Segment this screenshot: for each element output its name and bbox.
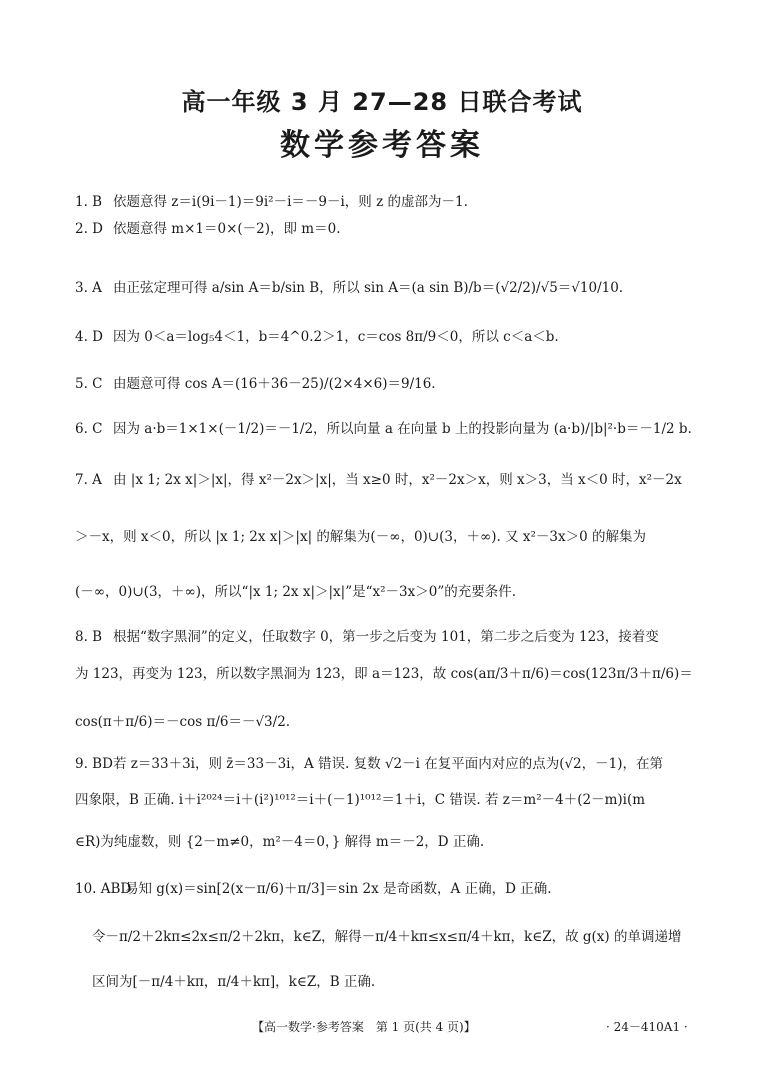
answer-text: 易知 g(x)＝sin[2(x－π/6)＋π/3]＝sin 2x 是奇函数，A 正确，D 正确. <box>125 881 552 897</box>
answer-9-line-3: ∈R)为纯虚数，则 {2－m≠0，m²－4＝0，} 解得 m＝－2，D 正确. <box>75 834 485 850</box>
answer-8-line-2: 为 123，再变为 123，所以数字黑洞为 123，即 a＝123，故 cos(aπ/3＋π/6)＝cos(123π/3＋π/6)＝ <box>75 666 693 682</box>
answer-9 <box>75 752 715 772</box>
answer-7 <box>75 468 715 488</box>
answer-10 <box>75 877 715 897</box>
answer-number: 1. B <box>75 194 103 210</box>
answer-8 <box>75 625 715 645</box>
answer-1 <box>75 190 715 210</box>
answer-2 <box>75 217 715 237</box>
answer-text: 因为 0＜a＝log₅4＜1，b＝4^0.2＞1，c＝cos 8π/9＜0，所以 c＜a＜b. <box>113 329 559 345</box>
answer-10-line-2: 令－π/2＋2kπ≤2x≤π/2＋2kπ，k∈Z，解得－π/4＋kπ≤x≤π/4＋kπ，k∈Z，故 g(x) 的单调递增 <box>92 929 682 945</box>
answer-8-line-3: cos(π＋π/6)＝－cos π/6＝－√3/2. <box>75 714 291 730</box>
answer-text: 依题意得 z＝i(9i－1)＝9i²－i＝－9－i，则 z 的虚部为－1. <box>113 194 468 210</box>
answer-number: 6. C <box>75 421 103 437</box>
answer-text: 由正弦定理可得 a/sin A＝b/sin B，所以 sin A＝(a sin B)/b＝(√2/2)/√5＝√10/10. <box>113 280 624 296</box>
answer-text: 若 z＝33＋3i，则 z̄＝33－3i，A 错误. 复数 √2－i 在复平面内对应的点为(√2，－1)，在第 <box>113 756 664 772</box>
answer-number: 5. C <box>75 376 103 392</box>
answer-9-line-2: 四象限，B 正确. i＋i²⁰²⁴＝i＋(i²)¹⁰¹²＝i＋(－1)¹⁰¹²＝1＋i，C 错误. 若 z＝m²－4＋(2－m)i(m <box>75 792 646 808</box>
answer-number: 7. A <box>75 472 102 488</box>
answer-7-line-3: (－∞，0)∪(3，＋∞)，所以“|x 1; 2x x|＞|x|”是“x²－3x＞0”的充要条件. <box>75 584 517 600</box>
answer-text: 由题意可得 cos A＝(16＋36－25)/(2×4×6)＝9/16. <box>113 376 436 392</box>
answer-number: 8. B <box>75 629 103 645</box>
answer-text: 根据“数字黑洞”的定义，任取数字 0，第一步之后变为 101，第二步之后变为 123，接着变 <box>113 629 659 645</box>
answer-5 <box>75 372 715 392</box>
answer-text: 依题意得 m×1＝0×(－2)，即 m＝0. <box>113 221 341 237</box>
answer-4 <box>75 325 715 345</box>
answer-3 <box>75 276 715 296</box>
answer-number: 4. D <box>75 329 103 345</box>
page-footer: 【高一数学·参考答案 第 1 页(共 4 页)】 <box>252 1020 476 1034</box>
exam-title: 高一年级 3 月 27—28 日联合考试 <box>181 88 583 116</box>
answer-number: 2. D <box>75 221 103 237</box>
answer-6 <box>75 417 715 437</box>
document-code: · 24－410A1 · <box>606 1020 688 1034</box>
answer-number: 3. A <box>75 280 102 296</box>
answer-text: 由 |x 1; 2x x|＞|x|，得 x²－2x＞|x|，当 x≥0 时，x²－2x＞x，则 x＞3，当 x＜0 时，x²－2x <box>113 472 682 488</box>
answer-text: 因为 a·b＝1×1×(－1/2)＝－1/2，所以向量 a 在向量 b 上的投影向量为 (a·b)/|b|²·b＝－1/2 b. <box>113 421 692 437</box>
answer-7-line-2: ＞－x，则 x＜0，所以 |x 1; 2x x|＞|x| 的解集为(－∞，0)∪(3，＋∞). 又 x²－3x＞0 的解集为 <box>75 529 646 545</box>
doc-subtitle: 数学参考答案 <box>280 128 484 163</box>
answer-10-line-3: 区间为[－π/4＋kπ，π/4＋kπ]，k∈Z，B 正确. <box>92 974 376 990</box>
answer-number: 9. BD <box>75 756 113 772</box>
answer-number: 10. ABD <box>75 881 132 897</box>
